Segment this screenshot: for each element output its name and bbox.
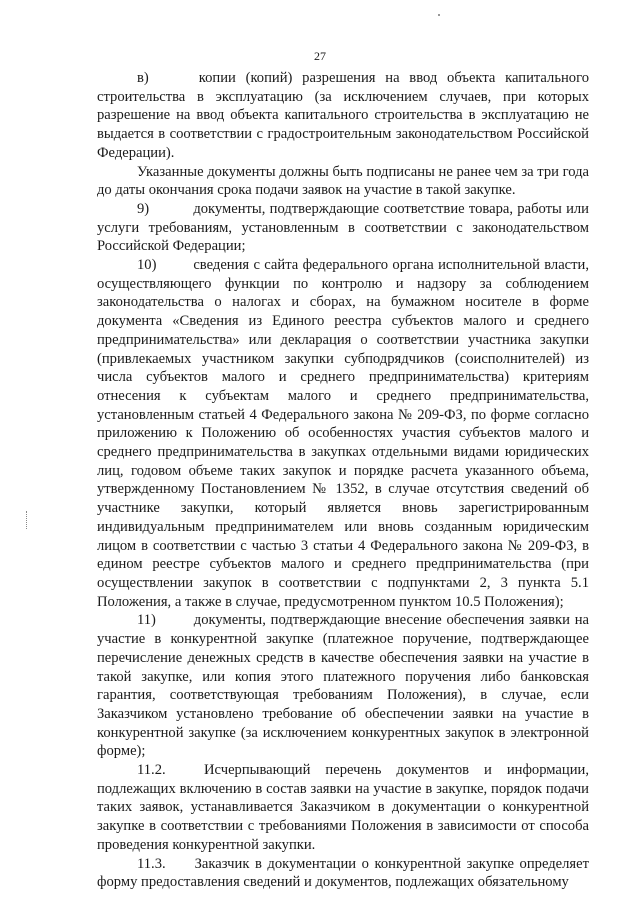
paragraph-number: 10) [137, 257, 157, 274]
paragraph-section-11-2 [97, 761, 589, 855]
document-body [97, 69, 589, 892]
paragraph-text: копии (копий) разрешения на ввод объекта капитального строительства в эксплуатацию (за исключением случаев, при которых разрешение на ввод объекта капитального строительства в эксплуатацию не выдается в соответствии с градостроительным законодательством Российской Федерации). [97, 70, 590, 161]
paragraph-text: сведения с сайта федерального органа исполнительной власти, осуществляющего функции по контролю и надзору за соблюдением законодательства о налогах и сборах, на бумажном носителе в форме документа «Сведения из Единого реестра субъектов малого и среднего предпринимательства» или декларация о соответствии участника закупки (привлекаемых участником закупки субподрядчиков (соисполнителей) из числа субъектов малого и среднего предпринимательства) критериям отнесения к субъектам малого и среднего предпринимательства, установленным статьей 4 Федерального закона № 209-ФЗ, по форме согласно приложению к Положению об особенностях участия субъектов малого и среднего предпринимательства в закупках отдельными видами юридических лиц, годовом объеме таких закупок и порядке расчета указанного объема, утвержденному Постановлением № 1352, в случае отсутствия сведений об участнике закупки, который является вновь зарегистрированным индивидуальным предпринимателем или вновь созданным юридическим лицом в соответствии с частью 3 статьи 4 Федерального закона № 209-ФЗ, в едином реестре субъектов малого и среднего предпринимательства (при осуществлении закупок в соответствии с подпунктами 2, 3 пункта 5.1 Положения, а также в случае, предусмотренном пунктом 10.5 Положения); [97, 257, 589, 610]
paragraph-number: в) [137, 70, 149, 86]
paragraph-text: документы, подтверждающие соответствие товара, работы или услуги требованиям, установленным в соответствии с законодательством Российской Федерации; [97, 200, 589, 255]
paragraph-text: Указанные документы должны быть подписаны не ранее чем за три года до даты окончания срока подачи заявок на участие в такой закупке. [97, 163, 589, 199]
paragraph-item-v [97, 69, 589, 163]
paragraph-section-11-3 [97, 855, 589, 892]
paragraph-item-10 [97, 256, 589, 611]
paragraph-signature-requirement [97, 163, 589, 200]
page-number: 27 [314, 49, 326, 63]
scan-speck [438, 14, 440, 16]
paragraph-item-11 [97, 611, 589, 761]
paragraph-number: 11.3. [137, 855, 166, 872]
paragraph-number: 9) [137, 200, 150, 217]
paragraph-text: Заказчик в документации о конкурентной закупке определяет форму предоставления сведений и документов, подлежащих обязательному [97, 855, 590, 891]
paragraph-text: Исчерпывающий перечень документов и информации, подлежащих включению в состав заявки на участие в закупке, порядок подачи таких заявок, устанавливается Заказчиком в документации о конкурентной закупке в соответствии с требованиями Положения в зависимости от способа проведения конкурентной закупки. [97, 762, 589, 853]
paragraph-item-9 [97, 200, 589, 256]
paragraph-number: 11) [137, 612, 156, 629]
paragraph-text: документы, подтверждающие внесение обеспечения заявки на участие в конкурентной закупке (платежное поручение, подтверждающее перечисление денежных средств в качестве обеспечения заявки на участие в такой закупке, или копия этого платежного поручения либо банковская гарантия, соответствующая требованиям Положения), в случае, если Заказчиком установлено требование об обеспечении заявки на участие в конкурентной закупке (за исключением конкурентных закупок в электронной форме); [97, 612, 590, 760]
paragraph-number: 11.2. [137, 762, 166, 779]
margin-scan-mark [26, 511, 28, 529]
